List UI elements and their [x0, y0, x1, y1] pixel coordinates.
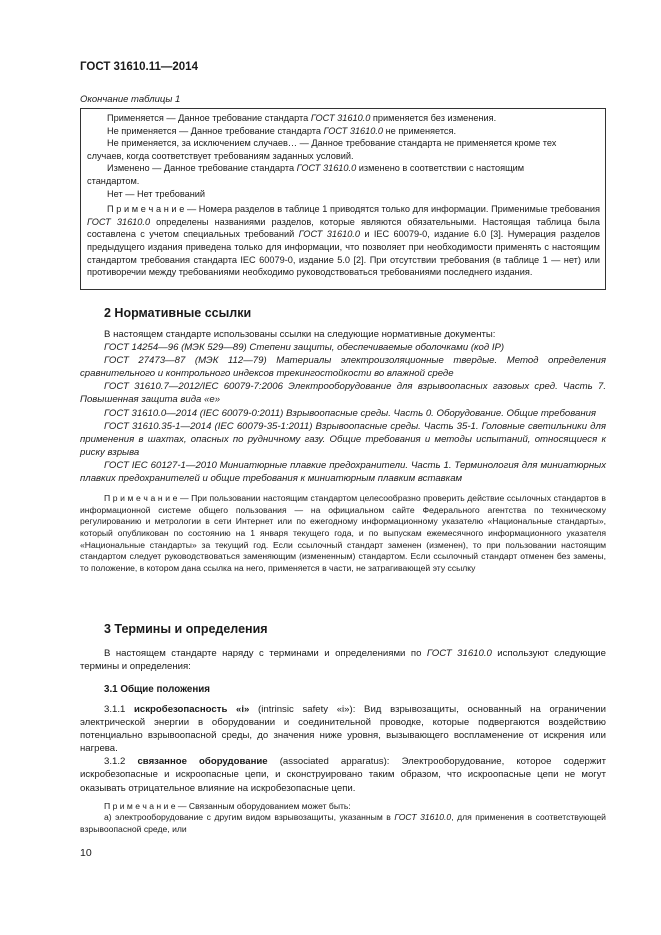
page-number: 10 [80, 847, 92, 859]
note-item-a: а) электрооборудование с другим видом взрывозащиты, указанным в ГОСТ 31610.0, для применения в соответствующей взрывоопасной среде, или [80, 812, 606, 834]
section-3-intro-block [80, 647, 606, 673]
section-2-note: П р и м е ч а н и е — При пользовании настоящим стандартом целесообразно проверить действие ссылочных стандартов в информационной системе общего пользования — на официальном сайте Федерального агентства по техническому регулированию и метрологии в сети Интернет или по ежегодному информационному указателю «Национальные стандарты», который опубликован по состоянию на 1 января текущего года, и по выпускам ежемесячного информационного указателя «Национальные стандарты» за текущий год. Если ссылочный стандарт заменен (изменен), то при пользовании настоящим стандартом следует руководствоваться заменяющим (измененным) стандартом. Если ссылочный стандарт отменен без замены, то положение, в котором дана ссылка на него, применяется в части, не затрагивающей эту ссылку [80, 493, 606, 573]
section-3-title: 3 Термины и определения [104, 622, 268, 636]
legend-applies: Применяется — Данное требование стандарта ГОСТ 31610.0 применяется без изменения. [107, 113, 497, 123]
normative-ref: ГОСТ 31610.35-1—2014 (IEC 60079-35-1:2011) Взрывоопасные среды. Часть 35-1. Головные светильники для применения в шахтах, опасных по рудничному газу. Общие требования и методы испытаний, относящиеся к риску взрыва [80, 420, 606, 458]
table-end-box [80, 108, 606, 290]
term-3-1-1: 3.1.1 искробезопасность «i» (intrinsic safety «i»): Вид взрывозащиты, основанный на ограничении электрической энергии в оборудовании и соединительной проводке, которые подвергаются воздействию потенциально взрывоопасной среды, до значения ниже уровня, вызывающего воспламенение от искрения или нагрева. [80, 704, 606, 755]
normative-ref: ГОСТ IEC 60127-1—2010 Миниатюрные плавкие предохранители. Часть 1. Терминология для миниатюрных плавких предохранителей и общие требования к миниатюрным плавким вставкам [80, 459, 606, 485]
section-2-intro: В настоящем стандарте использованы ссылки на следующие нормативные документы: [104, 329, 496, 340]
legend-except-cont: случаев, когда соответствует требованиям заданных условий. [87, 150, 354, 161]
legend-not-applies: Не применяется — Данное требование стандарта ГОСТ 31610.0 не применяется. [107, 125, 457, 136]
legend-none: Нет — Нет требований [107, 188, 206, 199]
normative-ref: ГОСТ 27473—87 (МЭК 112—79) Материалы электроизоляционные твердые. Метод определения сравнительного и контрольного индексов трекингостойкости во влажной среде [80, 355, 606, 380]
section-3-intro: В настоящем стандарте наряду с терминами и определениями по ГОСТ 31610.0 используют следующие термины и определения: [80, 648, 606, 673]
section-2-body [80, 328, 606, 574]
document-header: ГОСТ 31610.11—2014 [80, 61, 198, 73]
section-2-title: 2 Нормативные ссылки [104, 306, 252, 320]
table-caption: Окончание таблицы 1 [80, 94, 181, 105]
legend-modified: Изменено — Данное требование стандарта ГОСТ 31610.0 изменено в соответствии с настоящим [107, 163, 525, 174]
table-note: П р и м е ч а н и е — Номера разделов в таблице 1 приводятся только для информации. Применимые требования ГОСТ 31610.0 определены названиями разделов, которые являются обязательными. Настоящая таблица была составлена с учетом специальных требований ГОСТ 31610.0 и IEC 60079-0, издание 6.0 [3]. Нумерация разделов предыдущего издания приведена только для информации, что позволяет при необходимости применять с настоящим стандартом требования стандарта IEC 60079-0, издание 5.0 [2]. При отсутствии требования (в таблице 1 — нет) или противоречии между требованиями необходимо руководствоваться требованиями последнего издания. [87, 204, 601, 278]
normative-ref: ГОСТ 14254—96 (МЭК 529—89) Степени защиты, обеспечиваемые оболочками (код IP) [104, 342, 505, 354]
normative-ref: ГОСТ 31610.0—2014 (IEC 60079-0:2011) Взрывоопасные среды. Часть 0. Оборудование. Общие требования [104, 407, 597, 419]
section-3-note: П р и м е ч а н и е — Связанным оборудованием может быть: [104, 800, 351, 811]
section-3-body [80, 703, 606, 835]
term-3-1-2: 3.1.2 связанное оборудование (associated apparatus): Электрооборудование, которое содержит искробезопасные и искроопасные цепи, и сконструировано таким образом, что искроопасные цепи не могут оказывать отрицательное влияние на искробезопасные цепи. [80, 756, 606, 794]
legend-modified-cont: стандартом. [87, 175, 140, 186]
subsection-3-1-title: 3.1 Общие положения [104, 684, 211, 695]
legend-except: Не применяется, за исключением случаев… — Данное требование стандарта не применяется кроме тех [107, 138, 557, 149]
normative-ref: ГОСТ 31610.7—2012/IEC 60079-7:2006 Электрооборудование для взрывоопасных газовых сред. Часть 7. Повышенная защита вида «е» [80, 381, 606, 406]
